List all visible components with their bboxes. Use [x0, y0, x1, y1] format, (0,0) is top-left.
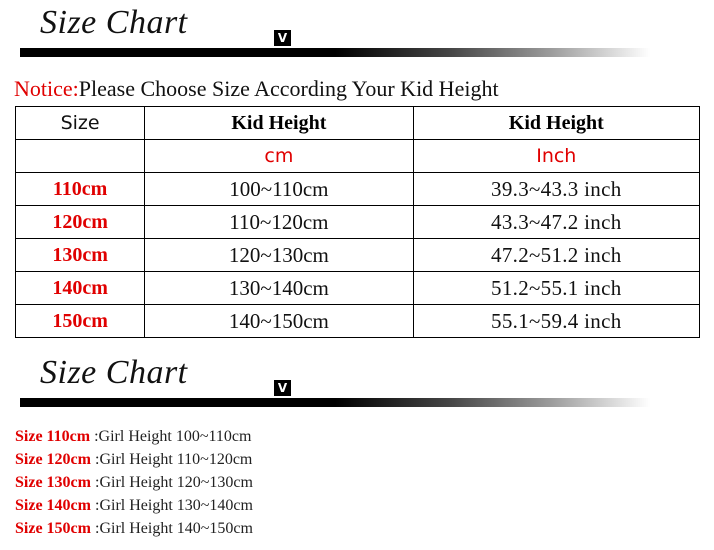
girl-height-text: Girl Height 100~110cm — [98, 428, 252, 445]
cm-cell: 110~120cm — [145, 206, 413, 239]
unit-cell-inch: Inch — [413, 140, 699, 173]
unit-cell-size — [16, 140, 145, 173]
girl-height-text: Girl Height 110~120cm — [99, 451, 253, 468]
inch-cell: 39.3~43.3 inch — [413, 173, 699, 206]
cm-cell: 140~150cm — [145, 305, 413, 338]
cm-cell: 130~140cm — [145, 272, 413, 305]
size-table — [15, 106, 700, 338]
size-cell: 130cm — [16, 239, 145, 272]
girl-size-separator: : — [90, 497, 100, 514]
girl-height-text: Girl Height 130~140cm — [99, 497, 253, 514]
list-item — [15, 471, 415, 494]
size-cell: 140cm — [16, 272, 145, 305]
list-item — [15, 448, 415, 471]
chevron-down-icon: V — [274, 380, 291, 396]
size-cell: 110cm — [16, 173, 145, 206]
size-cell: 120cm — [16, 206, 145, 239]
girl-size-label: Size 120cm — [15, 451, 91, 468]
table-row — [16, 272, 700, 305]
table-row — [16, 206, 700, 239]
header-divider-bar — [20, 48, 650, 57]
size-chart-header-2 — [0, 350, 714, 412]
table-unit-row — [16, 140, 700, 173]
list-item — [15, 494, 415, 517]
chevron-down-icon: V — [274, 30, 291, 46]
inch-cell: 55.1~59.4 inch — [413, 305, 699, 338]
unit-cell-cm: cm — [145, 140, 413, 173]
table-row — [16, 239, 700, 272]
inch-cell: 47.2~51.2 inch — [413, 239, 699, 272]
girl-size-separator: : — [90, 428, 99, 445]
table-row — [16, 173, 700, 206]
table-header-row — [16, 107, 700, 140]
size-chart-title: Size Chart — [40, 4, 188, 41]
girl-size-label: Size 130cm — [15, 474, 91, 491]
size-cell: 150cm — [16, 305, 145, 338]
girl-size-separator: : — [90, 520, 100, 537]
list-item — [15, 425, 415, 448]
girl-size-label: Size 150cm — [15, 520, 91, 537]
notice-text: Please Choose Size According Your Kid Height — [78, 76, 499, 101]
girl-height-list — [15, 425, 415, 540]
cm-cell: 100~110cm — [145, 173, 413, 206]
girl-size-separator: : — [90, 474, 100, 491]
column-header-kid-height-cm: Kid Height — [145, 107, 413, 140]
notice-line — [14, 76, 499, 102]
header-divider-bar — [20, 398, 650, 407]
notice-label: Notice: — [14, 76, 79, 101]
cm-cell: 120~130cm — [145, 239, 413, 272]
inch-cell: 43.3~47.2 inch — [413, 206, 699, 239]
girl-height-text: Girl Height 120~130cm — [99, 474, 253, 491]
column-header-kid-height-inch: Kid Height — [413, 107, 699, 140]
inch-cell: 51.2~55.1 inch — [413, 272, 699, 305]
girl-size-separator: : — [90, 451, 100, 468]
girl-size-label: Size 110cm — [15, 428, 91, 445]
girl-size-label: Size 140cm — [15, 497, 91, 514]
girl-height-text: Girl Height 140~150cm — [99, 520, 253, 537]
table-row — [16, 305, 700, 338]
size-chart-header — [0, 0, 714, 62]
size-chart-title-2: Size Chart — [40, 354, 188, 391]
list-item — [15, 517, 415, 540]
column-header-size: Size — [16, 107, 145, 140]
